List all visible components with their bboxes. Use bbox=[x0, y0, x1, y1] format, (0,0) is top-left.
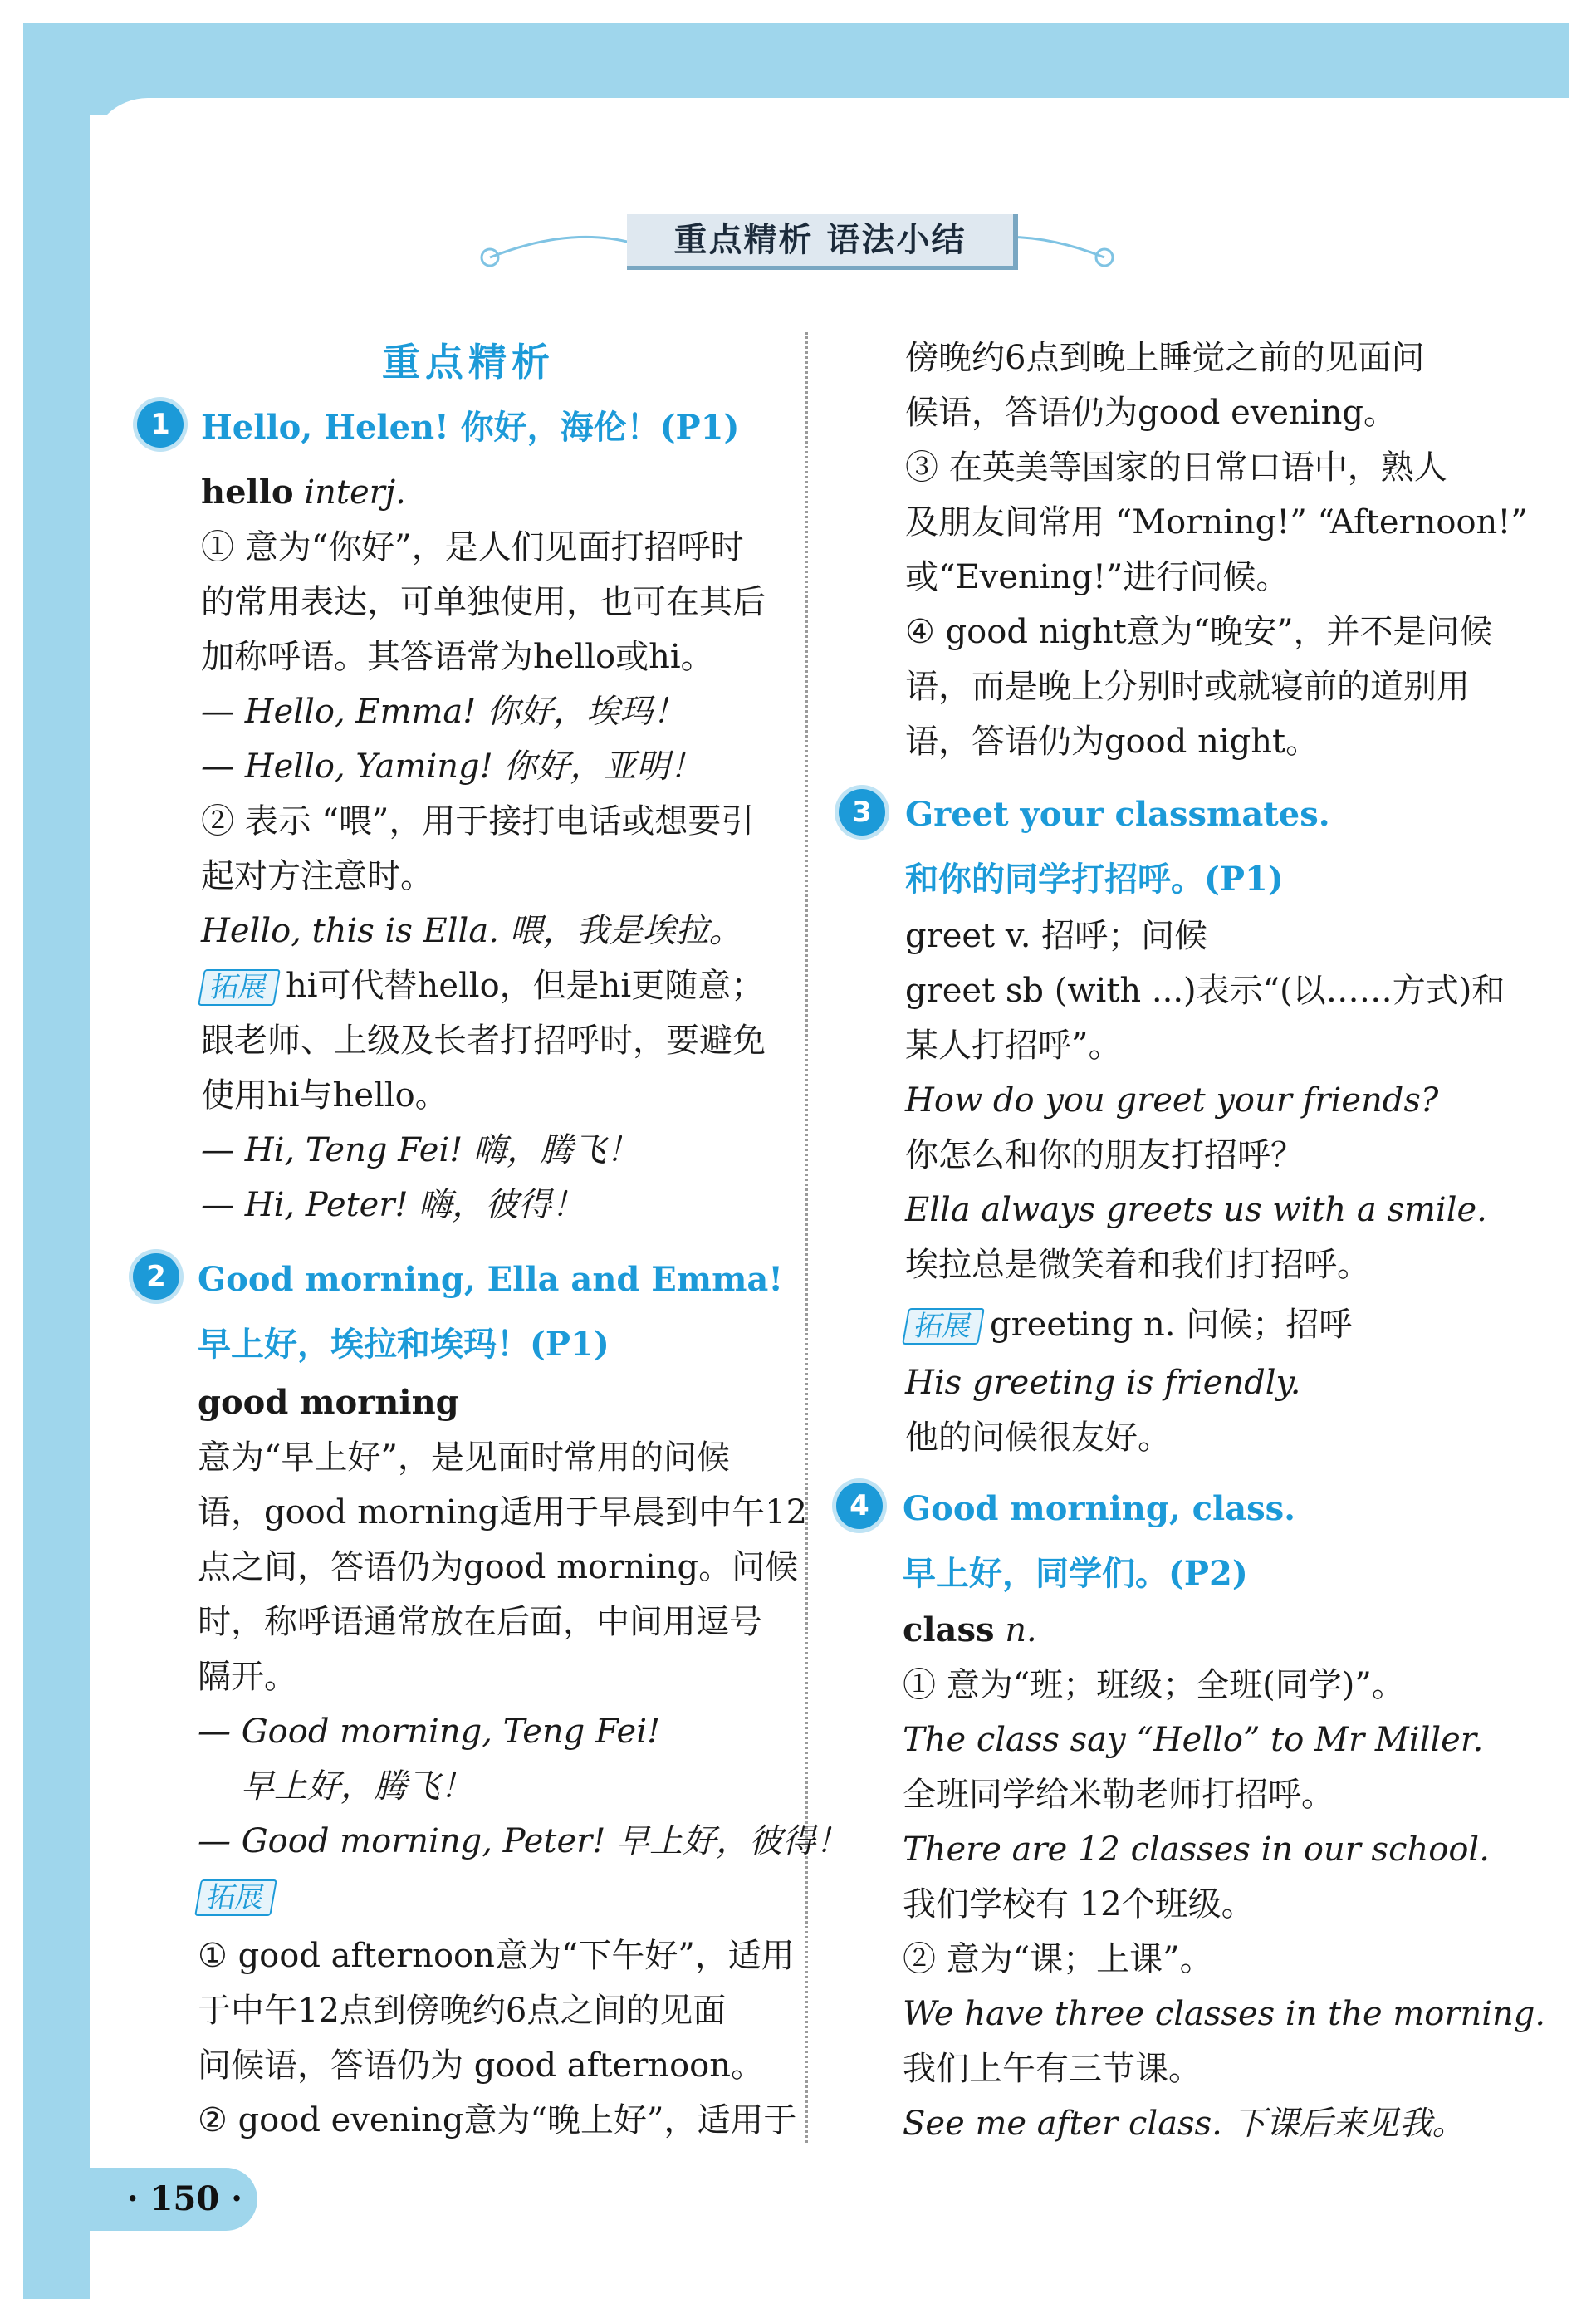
example-line: His greeting is friendly. bbox=[905, 1364, 1301, 1402]
text-line: 语，答语仍为good night。 bbox=[905, 723, 1319, 761]
page-number: · 150 · bbox=[25, 2168, 257, 2231]
section-heading-2-cn: 早上好，埃拉和埃玛！(P1) bbox=[198, 1325, 610, 1364]
text-line: ② good evening意为“晚上好”，适用于 bbox=[198, 2101, 797, 2139]
example-line: How do you greet your friends? bbox=[905, 1081, 1439, 1120]
text-line: ① 意为“你好”，是人们见面打招呼时 bbox=[201, 528, 744, 566]
section-heading-4-cn: 早上好，同学们。(P2) bbox=[903, 1554, 1248, 1593]
example-line: We have three classes in the morning. bbox=[903, 1995, 1546, 2033]
extension-tag: 拓展 bbox=[198, 969, 281, 1006]
text-line: 跟老师、上级及长者打招呼时，要避免 bbox=[201, 1022, 766, 1060]
section-heading-4: Good morning, class. bbox=[903, 1489, 1296, 1528]
text-line: hello interj. bbox=[201, 473, 406, 512]
text-line: ④ good night意为“晚安”，并不是问候 bbox=[905, 613, 1493, 651]
example-line: Hello, this is Ella. 喂，我是埃拉。 bbox=[201, 912, 742, 950]
text-line: ① 意为“班；班级；全班(同学)”。 bbox=[903, 1666, 1405, 1704]
text-line: 候语，答语仍为good evening。 bbox=[905, 394, 1397, 432]
section-heading-2: Good morning, Ella and Emma! bbox=[198, 1260, 783, 1299]
text-line: 某人打招呼”。 bbox=[905, 1027, 1122, 1065]
text-line: 我们学校有 12个班级。 bbox=[903, 1885, 1255, 1924]
text-line: 起对方注意时。 bbox=[201, 857, 433, 895]
text-line: 或“Evening!”进行问候。 bbox=[905, 558, 1290, 596]
text-line: ② 意为“课；上课”。 bbox=[903, 1940, 1213, 1978]
example-line: There are 12 classes in our school. bbox=[903, 1830, 1490, 1869]
text-line: 我们上午有三节课。 bbox=[903, 2050, 1202, 2088]
section-badge-4: 4 bbox=[836, 1483, 883, 1529]
text-line: greet sb (with ...)表示“(以……方式)和 bbox=[905, 972, 1505, 1010]
text-line: 语，而是晚上分别时或就寝前的道别用 bbox=[905, 668, 1470, 706]
text-line: 你怎么和你的朋友打招呼？ bbox=[905, 1136, 1304, 1174]
example-line: — Hi, Teng Fei! 嗨，腾飞！ bbox=[201, 1131, 639, 1169]
example-line: — Hi, Peter! 嗨，彼得！ bbox=[201, 1186, 585, 1224]
column-divider bbox=[805, 332, 808, 2143]
section-badge-2: 2 bbox=[133, 1253, 179, 1300]
text-line: 埃拉总是微笑着和我们打招呼。 bbox=[905, 1246, 1370, 1284]
example-line: — Hello, Yaming! 你好，亚明！ bbox=[201, 747, 703, 786]
section-badge-3: 3 bbox=[839, 789, 885, 836]
text-line: 加称呼语。其答语常为hello或hi。 bbox=[201, 638, 714, 676]
text-line: greet v. 招呼；问候 bbox=[905, 917, 1208, 955]
text-line: 傍晚约6点到晚上睡觉之前的见面问 bbox=[905, 339, 1425, 377]
text-line: 及朋友间常用 “Morning!” “Afternoon!” bbox=[905, 503, 1528, 542]
text-line: ① good afternoon意为“下午好”，适用 bbox=[198, 1937, 795, 1975]
text-line: 语，good morning适用于早晨到中午12 bbox=[198, 1493, 808, 1532]
extension-tag: 拓展 bbox=[194, 1879, 277, 1916]
text-line: 问候语，答语仍为 good afternoon。 bbox=[198, 2046, 765, 2085]
section-heading-1: Hello, Helen! 你好，海伦！(P1) bbox=[201, 408, 740, 447]
example-line: 早上好，腾飞！ bbox=[241, 1767, 473, 1806]
text-line: 全班同学给米勒老师打招呼。 bbox=[903, 1776, 1334, 1814]
section-badge-1: 1 bbox=[137, 401, 184, 448]
example-line: The class say “Hello” to Mr Miller. bbox=[903, 1721, 1484, 1759]
text-line bbox=[198, 1875, 282, 1917]
example-line: See me after class. 下课后来见我。 bbox=[903, 2105, 1466, 2143]
text-line: 使用hi与hello。 bbox=[201, 1076, 448, 1115]
text-line: ② 表示 “喂”，用于接打电话或想要引 bbox=[201, 802, 755, 840]
example-line: — Good morning, Peter! 早上好，彼得！ bbox=[198, 1822, 849, 1860]
text-line: 他的问候很友好。 bbox=[905, 1419, 1171, 1457]
keyword: good morning bbox=[198, 1383, 459, 1422]
text-line: 隔开。 bbox=[198, 1658, 297, 1696]
text-line: ③ 在英美等国家的日常口语中，熟人 bbox=[905, 448, 1447, 487]
text-line: 点之间，答语仍为good morning。问候 bbox=[198, 1548, 799, 1586]
text-line: 拓展 greeting n. 问候；招呼 bbox=[905, 1304, 1352, 1345]
example-line: — Hello, Emma! 你好，埃玛！ bbox=[201, 693, 687, 731]
example-line: Ella always greets us with a smile. bbox=[905, 1191, 1487, 1229]
banner-title: 重点精析 语法小结 bbox=[627, 214, 1018, 270]
section-heading-3-cn: 和你的同学打招呼。(P1) bbox=[905, 860, 1284, 899]
example-line: — Good morning, Teng Fei! bbox=[198, 1713, 661, 1751]
section-subtitle: 重点精析 bbox=[382, 340, 555, 385]
text-line: class n. bbox=[903, 1610, 1037, 1649]
text-line: 拓展 hi可代替hello，但是hi更随意； bbox=[201, 965, 764, 1007]
text-line: 意为“早上好”，是见面时常用的问候 bbox=[198, 1438, 730, 1477]
left-color-band bbox=[23, 23, 90, 2299]
text-line: 于中午12点到傍晚约6点之间的见面 bbox=[198, 1992, 727, 2030]
section-heading-3: Greet your classmates. bbox=[905, 795, 1330, 834]
text-line: 时，称呼语通常放在后面，中间用逗号 bbox=[198, 1603, 762, 1641]
text-line: 的常用表达，可单独使用，也可在其后 bbox=[201, 583, 766, 621]
extension-tag: 拓展 bbox=[902, 1308, 985, 1345]
